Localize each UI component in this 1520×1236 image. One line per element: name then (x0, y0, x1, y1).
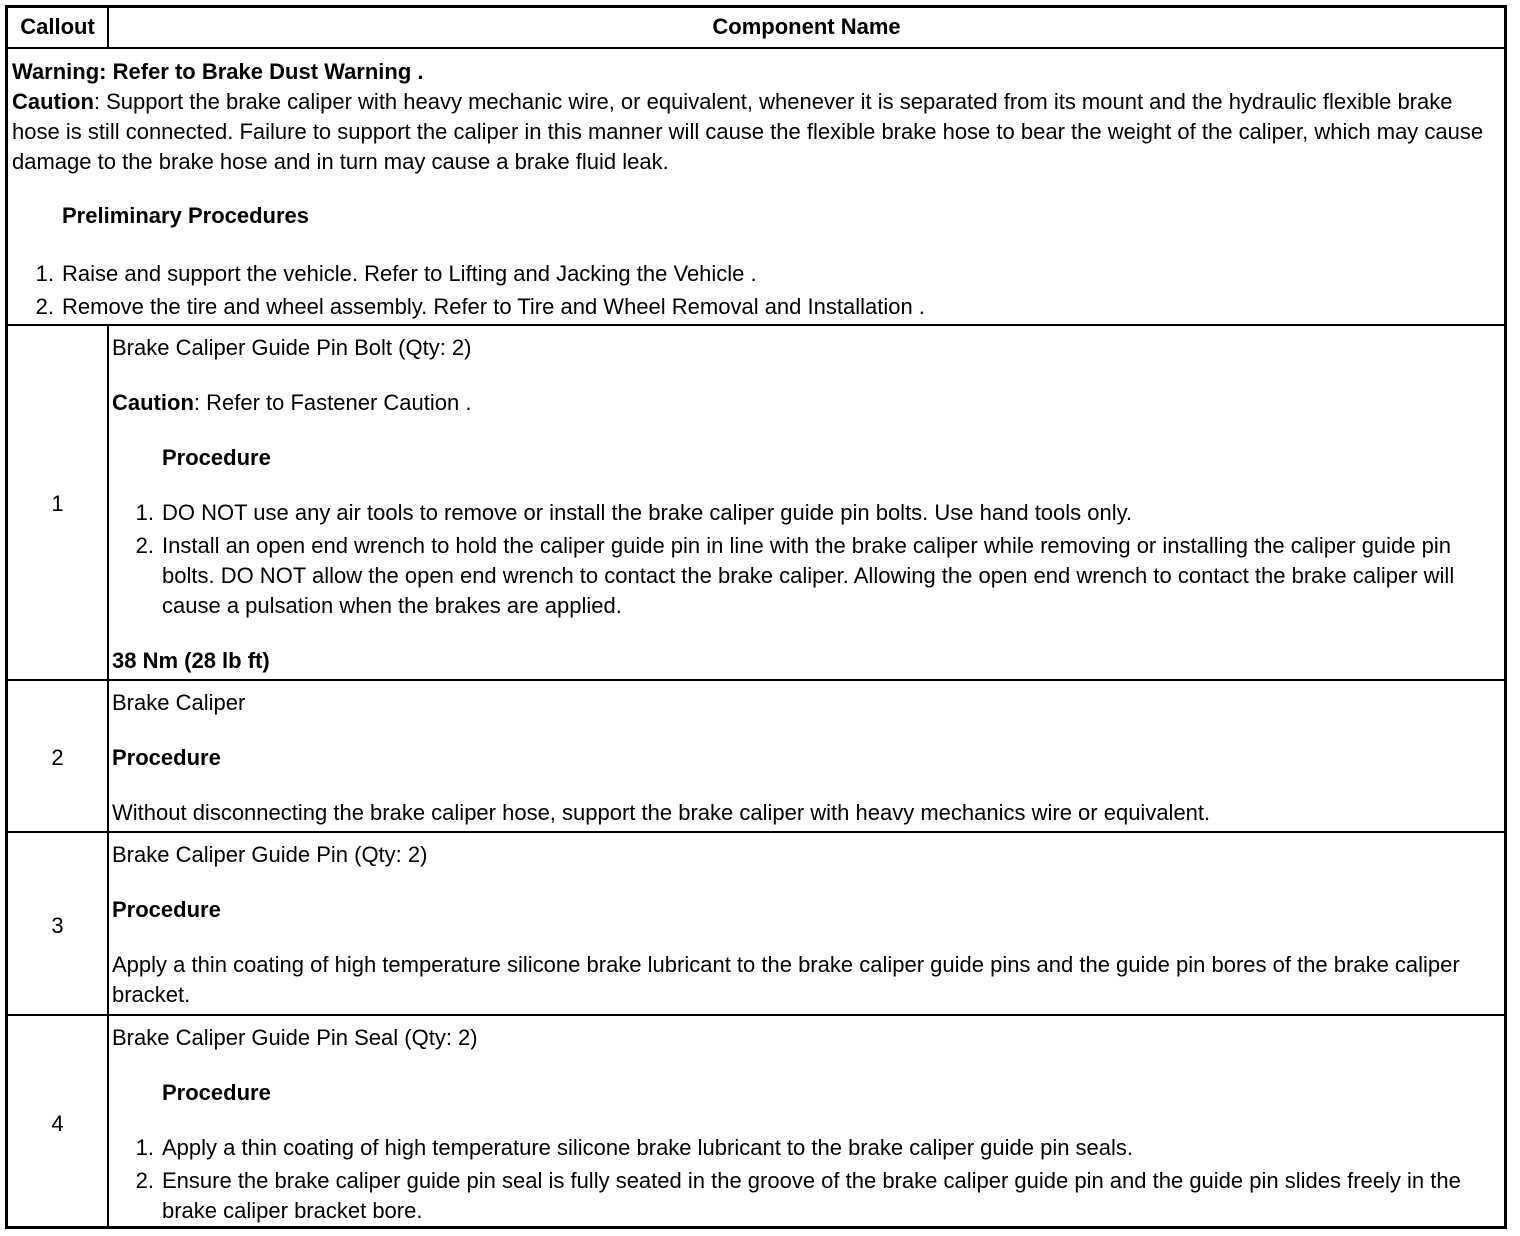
caution-label: Caution (112, 390, 194, 415)
list-item: 1. Raise and support the vehicle. Refer to Lifting and Jacking the Vehicle . (35, 261, 757, 286)
warning-label: Warning: (12, 59, 107, 84)
list-item: 1. DO NOT use any air tools to remove or install the brake caliper guide pin bolts. Use hand tools only. (135, 500, 1133, 525)
procedure-steps (112, 1133, 1500, 1226)
caution-line (112, 388, 1500, 418)
procedure-title: Procedure (162, 445, 271, 470)
table-header (8, 8, 1504, 47)
procedure-steps (112, 498, 1500, 621)
procedure-title: Procedure (112, 745, 221, 770)
caution-text: : Refer to Fastener Caution . (193, 390, 472, 415)
component-cell (112, 688, 1500, 828)
table-row (8, 1016, 1504, 1226)
warning-text: Refer to Brake Dust Warning . (112, 59, 424, 84)
procedure-text: Without disconnecting the brake caliper hose, support the brake caliper with heavy mechanics wire or equivalent. (112, 800, 1211, 825)
callout-header: Callout (20, 14, 95, 39)
component-table (5, 5, 1507, 1229)
list-item: 2. Install an open end wrench to hold the caliper guide pin in line with the brake caliper while removing or installing the caliper guide pin bolts. DO NOT allow the open end wrench to contact the brake caliper. Allowing the open end wrench to contact the brake caliper will cause a pulsation when the brakes are applied. (135, 533, 1455, 618)
caution-text: : Support the brake caliper with heavy mechanic wire, or equivalent, whenever it is separated from its mount and the hydraulic flexible brake hose is still connected. Failure to support the caliper in this manner will cause the flexible brake hose to bear the weight of the caliper, which may cause damage to the brake hose and in turn may cause a brake fluid leak. (12, 89, 1484, 174)
list-item: 1. Apply a thin coating of high temperature silicone brake lubricant to the brake caliper guide pin seals. (135, 1135, 1134, 1160)
callout-number: 4 (51, 1111, 64, 1136)
table-row (8, 681, 1504, 831)
procedure-text: Apply a thin coating of high temperature silicone brake lubricant to the brake caliper guide pins and the guide pin bores of the brake caliper bracket. (112, 952, 1460, 1007)
caution-paragraph (12, 87, 1502, 177)
table-row (8, 833, 1504, 1014)
caution-label: Caution (12, 89, 94, 114)
list-item: 2. Remove the tire and wheel assembly. Refer to Tire and Wheel Removal and Installation . (35, 294, 925, 319)
preliminary-steps (12, 257, 1502, 323)
component-name: Brake Caliper Guide Pin Bolt (Qty: 2) (112, 335, 472, 360)
component-name: Brake Caliper Guide Pin Seal (Qty: 2) (112, 1025, 478, 1050)
component-cell (112, 333, 1500, 676)
component-cell (112, 1023, 1500, 1226)
list-item: 2. Ensure the brake caliper guide pin seal is fully seated in the groove of the brake caliper guide pin and the guide pin slides freely in the brake caliper bracket bore. (135, 1168, 1461, 1223)
callout-number: 3 (51, 913, 64, 938)
warning-line (12, 57, 1502, 87)
procedure-title: Procedure (162, 1080, 271, 1105)
section-title: Preliminary Procedures (62, 203, 310, 228)
callout-number: 1 (51, 491, 64, 516)
component-name: Brake Caliper (112, 690, 246, 715)
row-divider (8, 47, 1504, 49)
component-cell (112, 840, 1500, 1010)
procedure-title: Procedure (112, 897, 221, 922)
component-name: Brake Caliper Guide Pin (Qty: 2) (112, 842, 428, 867)
callout-number: 2 (51, 745, 64, 770)
table-row (8, 326, 1504, 679)
component-name-header: Component Name (712, 14, 901, 39)
torque-spec: 38 Nm (28 lb ft) (112, 648, 270, 673)
